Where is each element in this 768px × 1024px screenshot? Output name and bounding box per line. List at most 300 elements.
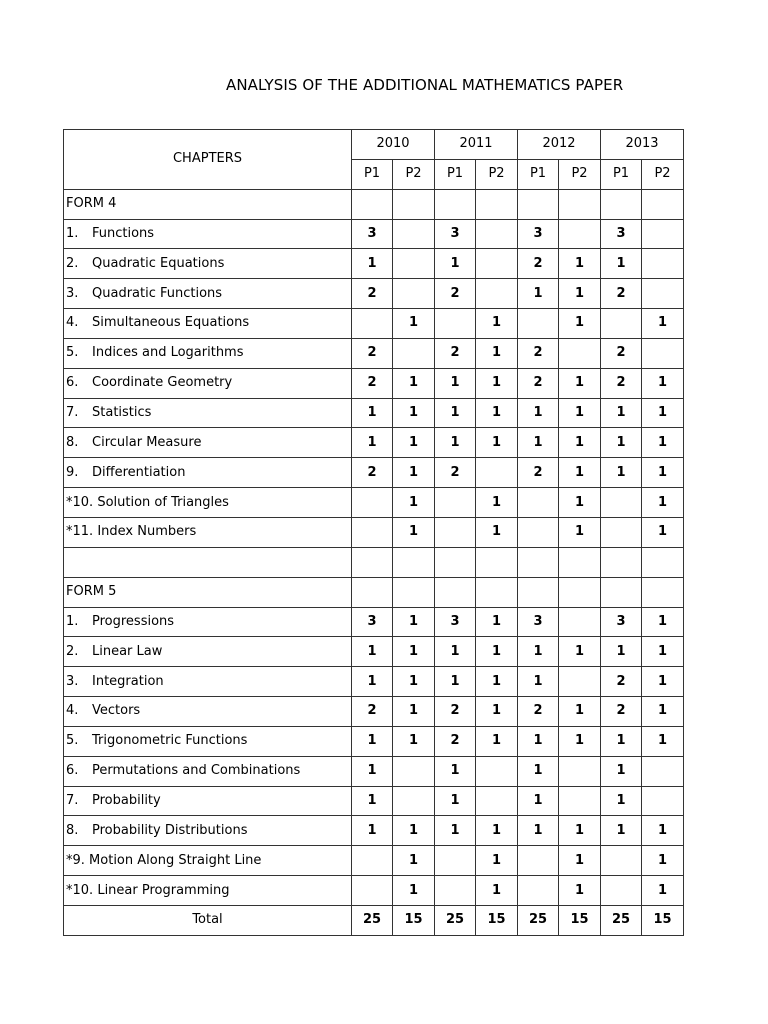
chapter-name-cell (64, 368, 352, 398)
chapter-name: Linear Programming (97, 882, 230, 898)
question-count-cell (559, 756, 601, 786)
question-count-cell: 1 (518, 726, 559, 756)
empty-cell (601, 577, 642, 607)
question-count-cell (476, 756, 518, 786)
section-row (64, 577, 684, 607)
question-count-cell (559, 219, 601, 249)
question-count-cell: 1 (601, 726, 642, 756)
chapter-name: Circular Measure (92, 434, 202, 450)
question-count-cell: 1 (476, 488, 518, 518)
question-count-cell: 1 (476, 637, 518, 667)
question-count-cell: 1 (476, 309, 518, 339)
question-count-cell: 1 (642, 876, 684, 906)
empty-cell (559, 547, 601, 577)
year-header: 2013 (601, 130, 684, 160)
question-count-cell (518, 846, 559, 876)
empty-cell (518, 547, 559, 577)
question-count-cell: 1 (518, 428, 559, 458)
empty-cell (559, 189, 601, 219)
question-count-cell: 1 (642, 458, 684, 488)
question-count-cell (559, 607, 601, 637)
question-count-cell: 1 (601, 637, 642, 667)
chapter-name-cell (64, 846, 352, 876)
question-count-cell (435, 488, 476, 518)
empty-cell (435, 189, 476, 219)
empty-cell (393, 577, 435, 607)
question-count-cell: 1 (642, 368, 684, 398)
question-count-cell: 1 (393, 876, 435, 906)
year-header: 2011 (435, 130, 518, 160)
chapter-name-cell (64, 697, 352, 727)
empty-cell (601, 547, 642, 577)
question-count-cell: 3 (435, 219, 476, 249)
question-count-cell (352, 517, 393, 547)
question-count-cell: 1 (393, 726, 435, 756)
section-label: FORM 4 (64, 189, 352, 219)
question-count-cell: 1 (642, 667, 684, 697)
chapter-row (64, 428, 684, 458)
chapter-number: 7. (66, 792, 79, 808)
question-count-cell (642, 249, 684, 279)
question-count-cell: 1 (559, 428, 601, 458)
question-count-cell: 1 (476, 398, 518, 428)
question-count-cell: 1 (559, 637, 601, 667)
question-count-cell: 1 (352, 756, 393, 786)
question-count-cell (601, 517, 642, 547)
chapter-name-cell (64, 428, 352, 458)
question-count-cell: 1 (559, 517, 601, 547)
empty-cell (64, 547, 352, 577)
question-count-cell: 1 (559, 249, 601, 279)
total-cell: 15 (642, 905, 684, 935)
chapter-number: 2. (66, 643, 79, 659)
question-count-cell: 1 (642, 697, 684, 727)
empty-cell (476, 547, 518, 577)
question-count-cell: 1 (435, 249, 476, 279)
chapter-row (64, 846, 684, 876)
empty-cell (352, 189, 393, 219)
question-count-cell: 1 (642, 309, 684, 339)
question-count-cell: 1 (476, 338, 518, 368)
question-count-cell: 1 (601, 816, 642, 846)
question-count-cell: 1 (559, 279, 601, 309)
chapter-name-cell (64, 876, 352, 906)
question-count-cell (601, 876, 642, 906)
question-count-cell (476, 786, 518, 816)
question-count-cell: 1 (601, 458, 642, 488)
question-count-cell: 3 (601, 607, 642, 637)
question-count-cell: 1 (393, 667, 435, 697)
question-count-cell: 2 (435, 726, 476, 756)
total-cell: 15 (559, 905, 601, 935)
chapter-name-cell (64, 488, 352, 518)
chapter-number: 6. (66, 763, 79, 779)
chapter-name-cell (64, 786, 352, 816)
chapter-number: 3. (66, 673, 79, 689)
question-count-cell (435, 846, 476, 876)
chapter-row (64, 488, 684, 518)
chapter-name: Integration (92, 673, 164, 689)
question-count-cell: 1 (435, 816, 476, 846)
question-count-cell: 2 (601, 338, 642, 368)
question-count-cell: 1 (476, 517, 518, 547)
question-count-cell: 1 (476, 697, 518, 727)
question-count-cell: 1 (559, 816, 601, 846)
empty-cell (642, 547, 684, 577)
question-count-cell (518, 488, 559, 518)
question-count-cell: 1 (642, 517, 684, 547)
question-count-cell: 2 (601, 368, 642, 398)
chapter-row (64, 517, 684, 547)
chapter-row (64, 249, 684, 279)
chapter-name-cell (64, 279, 352, 309)
question-count-cell: 1 (393, 368, 435, 398)
chapter-name: Coordinate Geometry (92, 375, 233, 391)
chapter-name: Trigonometric Functions (92, 733, 248, 749)
empty-cell (642, 189, 684, 219)
question-count-cell (352, 876, 393, 906)
empty-cell (435, 577, 476, 607)
question-count-cell: 1 (352, 428, 393, 458)
chapter-number: 5. (66, 733, 79, 749)
total-cell: 25 (435, 905, 476, 935)
chapter-name-cell (64, 637, 352, 667)
chapter-name: Permutations and Combinations (92, 763, 301, 779)
question-count-cell: 1 (642, 607, 684, 637)
chapter-number: 7. (66, 405, 79, 421)
question-count-cell: 1 (601, 398, 642, 428)
question-count-cell: 1 (518, 279, 559, 309)
question-count-cell (393, 338, 435, 368)
chapter-name-cell (64, 756, 352, 786)
question-count-cell (476, 219, 518, 249)
empty-cell (435, 547, 476, 577)
question-count-cell: 1 (642, 428, 684, 458)
question-count-cell: 1 (601, 756, 642, 786)
question-count-cell: 1 (559, 488, 601, 518)
chapter-number: *9. (66, 852, 85, 868)
chapter-name: Vectors (92, 703, 141, 719)
chapter-number: 9. (66, 464, 79, 480)
question-count-cell (559, 338, 601, 368)
question-count-cell (393, 786, 435, 816)
question-count-cell: 1 (476, 816, 518, 846)
question-count-cell: 1 (559, 458, 601, 488)
chapter-name-cell (64, 309, 352, 339)
question-count-cell (393, 249, 435, 279)
chapter-name: Indices and Logarithms (92, 345, 244, 361)
question-count-cell: 1 (393, 458, 435, 488)
question-count-cell: 1 (393, 637, 435, 667)
question-count-cell: 1 (435, 368, 476, 398)
chapter-name: Differentiation (92, 464, 186, 480)
total-cell: 25 (352, 905, 393, 935)
question-count-cell: 1 (559, 726, 601, 756)
question-count-cell: 2 (435, 279, 476, 309)
chapter-row (64, 309, 684, 339)
chapter-name-cell (64, 607, 352, 637)
empty-cell (352, 577, 393, 607)
paper-header: P1 (352, 159, 393, 189)
chapter-row (64, 876, 684, 906)
total-cell: 15 (476, 905, 518, 935)
question-count-cell: 2 (518, 458, 559, 488)
chapter-name: Statistics (92, 405, 152, 421)
chapter-name: Index Numbers (97, 524, 197, 540)
chapter-name: Functions (92, 225, 155, 241)
question-count-cell: 2 (601, 667, 642, 697)
question-count-cell: 1 (601, 249, 642, 279)
chapter-name: Quadratic Equations (92, 255, 225, 271)
chapter-row (64, 398, 684, 428)
chapter-name: Motion Along Straight Line (89, 852, 262, 868)
chapter-row (64, 338, 684, 368)
question-count-cell: 1 (352, 816, 393, 846)
question-count-cell (435, 876, 476, 906)
question-count-cell: 1 (393, 816, 435, 846)
empty-cell (476, 189, 518, 219)
chapter-name-cell (64, 398, 352, 428)
question-count-cell: 1 (393, 428, 435, 458)
document-title: ANALYSIS OF THE ADDITIONAL MATHEMATICS PAPER (226, 76, 624, 94)
paper-header: P2 (476, 159, 518, 189)
chapter-number: 6. (66, 375, 79, 391)
chapter-row (64, 697, 684, 727)
paper-header: P1 (601, 159, 642, 189)
question-count-cell: 2 (352, 279, 393, 309)
empty-cell (476, 577, 518, 607)
chapter-name: Linear Law (92, 643, 163, 659)
question-count-cell (435, 309, 476, 339)
chapter-row (64, 219, 684, 249)
question-count-cell (393, 279, 435, 309)
question-count-cell (393, 219, 435, 249)
chapter-number: 8. (66, 434, 79, 450)
chapter-name: Progressions (92, 613, 175, 629)
question-count-cell: 3 (352, 219, 393, 249)
chapter-row (64, 726, 684, 756)
question-count-cell: 1 (518, 398, 559, 428)
question-count-cell: 1 (352, 637, 393, 667)
question-count-cell (642, 279, 684, 309)
question-count-cell: 3 (601, 219, 642, 249)
question-count-cell: 1 (393, 846, 435, 876)
chapter-name-cell (64, 249, 352, 279)
question-count-cell: 2 (352, 458, 393, 488)
question-count-cell (601, 309, 642, 339)
question-count-cell: 3 (518, 607, 559, 637)
paper-header: P2 (393, 159, 435, 189)
chapter-name-cell (64, 816, 352, 846)
chapter-name-cell (64, 517, 352, 547)
question-count-cell: 1 (393, 697, 435, 727)
chapter-row (64, 279, 684, 309)
question-count-cell: 1 (559, 368, 601, 398)
question-count-cell (476, 458, 518, 488)
question-count-cell: 2 (518, 368, 559, 398)
question-count-cell: 1 (559, 876, 601, 906)
question-count-cell: 1 (435, 756, 476, 786)
question-count-cell: 1 (435, 786, 476, 816)
question-count-cell: 2 (435, 458, 476, 488)
chapter-number: 8. (66, 822, 79, 838)
question-count-cell: 3 (518, 219, 559, 249)
chapter-row (64, 816, 684, 846)
question-count-cell: 1 (476, 876, 518, 906)
empty-cell (352, 547, 393, 577)
question-count-cell: 1 (476, 726, 518, 756)
question-count-cell: 1 (435, 428, 476, 458)
total-cell: 15 (393, 905, 435, 935)
total-cell: 25 (518, 905, 559, 935)
question-count-cell: 2 (352, 697, 393, 727)
question-count-cell (518, 309, 559, 339)
chapter-name: Simultaneous Equations (92, 315, 250, 331)
question-count-cell: 1 (393, 517, 435, 547)
question-count-cell: 1 (601, 428, 642, 458)
analysis-table (63, 129, 684, 936)
chapters-header: CHAPTERS (64, 130, 352, 190)
question-count-cell: 1 (518, 667, 559, 697)
chapter-number: 2. (66, 255, 79, 271)
paper-header: P1 (518, 159, 559, 189)
question-count-cell: 1 (352, 786, 393, 816)
question-count-cell: 1 (642, 726, 684, 756)
empty-cell (642, 577, 684, 607)
question-count-cell (476, 249, 518, 279)
chapter-number: *11. (66, 524, 94, 540)
question-count-cell (642, 338, 684, 368)
total-label: Total (64, 905, 352, 935)
question-count-cell: 1 (476, 846, 518, 876)
empty-cell (518, 189, 559, 219)
chapter-name: Probability Distributions (92, 822, 248, 838)
question-count-cell: 2 (435, 697, 476, 727)
section-label: FORM 5 (64, 577, 352, 607)
table-body (64, 189, 684, 905)
empty-cell (393, 189, 435, 219)
question-count-cell (642, 786, 684, 816)
question-count-cell: 1 (518, 756, 559, 786)
question-count-cell: 1 (352, 726, 393, 756)
question-count-cell: 1 (393, 488, 435, 518)
question-count-cell: 2 (518, 338, 559, 368)
question-count-cell: 2 (518, 249, 559, 279)
question-count-cell: 2 (601, 697, 642, 727)
question-count-cell: 1 (393, 398, 435, 428)
question-count-cell: 1 (352, 398, 393, 428)
chapter-name: Probability (92, 792, 161, 808)
chapter-number: 1. (66, 613, 79, 629)
chapter-row (64, 786, 684, 816)
question-count-cell: 2 (352, 338, 393, 368)
question-count-cell: 1 (642, 637, 684, 667)
question-count-cell: 2 (601, 279, 642, 309)
question-count-cell (435, 517, 476, 547)
question-count-cell: 1 (642, 816, 684, 846)
chapter-name: Solution of Triangles (97, 494, 229, 510)
chapter-number: 4. (66, 703, 79, 719)
chapter-name-cell (64, 338, 352, 368)
total-row (64, 905, 684, 935)
chapter-number: *10. (66, 882, 94, 898)
year-header: 2012 (518, 130, 601, 160)
empty-cell (559, 577, 601, 607)
question-count-cell: 1 (518, 637, 559, 667)
chapter-number: 3. (66, 285, 79, 301)
question-count-cell (601, 846, 642, 876)
question-count-cell (476, 279, 518, 309)
question-count-cell: 1 (559, 846, 601, 876)
question-count-cell: 1 (642, 398, 684, 428)
paper-header: P2 (559, 159, 601, 189)
question-count-cell (559, 667, 601, 697)
question-count-cell (352, 309, 393, 339)
empty-cell (518, 577, 559, 607)
question-count-cell (393, 756, 435, 786)
question-count-cell (642, 756, 684, 786)
question-count-cell (559, 786, 601, 816)
chapter-number: *10. (66, 494, 94, 510)
question-count-cell: 1 (352, 667, 393, 697)
question-count-cell: 3 (352, 607, 393, 637)
question-count-cell: 1 (476, 667, 518, 697)
question-count-cell (518, 517, 559, 547)
question-count-cell: 1 (435, 667, 476, 697)
question-count-cell: 1 (393, 607, 435, 637)
chapter-row (64, 756, 684, 786)
paper-header: P1 (435, 159, 476, 189)
chapter-row (64, 637, 684, 667)
empty-cell (601, 189, 642, 219)
question-count-cell (601, 488, 642, 518)
chapter-name-cell (64, 219, 352, 249)
chapter-name-cell (64, 667, 352, 697)
question-count-cell: 1 (642, 846, 684, 876)
year-header: 2010 (352, 130, 435, 160)
question-count-cell: 2 (352, 368, 393, 398)
question-count-cell (352, 846, 393, 876)
question-count-cell (352, 488, 393, 518)
question-count-cell (642, 219, 684, 249)
chapter-row (64, 667, 684, 697)
chapter-name-cell (64, 726, 352, 756)
chapter-row (64, 607, 684, 637)
blank-row (64, 547, 684, 577)
chapter-name: Quadratic Functions (92, 285, 223, 301)
question-count-cell: 1 (476, 368, 518, 398)
question-count-cell: 1 (518, 786, 559, 816)
question-count-cell: 1 (559, 398, 601, 428)
question-count-cell: 1 (476, 428, 518, 458)
empty-cell (393, 547, 435, 577)
question-count-cell: 1 (435, 637, 476, 667)
chapter-row (64, 368, 684, 398)
question-count-cell: 1 (352, 249, 393, 279)
paper-header: P2 (642, 159, 684, 189)
chapter-number: 1. (66, 225, 79, 241)
question-count-cell: 1 (518, 816, 559, 846)
question-count-cell: 1 (642, 488, 684, 518)
question-count-cell: 3 (435, 607, 476, 637)
chapter-name-cell (64, 458, 352, 488)
section-row (64, 189, 684, 219)
question-count-cell: 2 (435, 338, 476, 368)
chapter-number: 5. (66, 345, 79, 361)
question-count-cell: 1 (559, 697, 601, 727)
question-count-cell: 1 (559, 309, 601, 339)
total-cell: 25 (601, 905, 642, 935)
